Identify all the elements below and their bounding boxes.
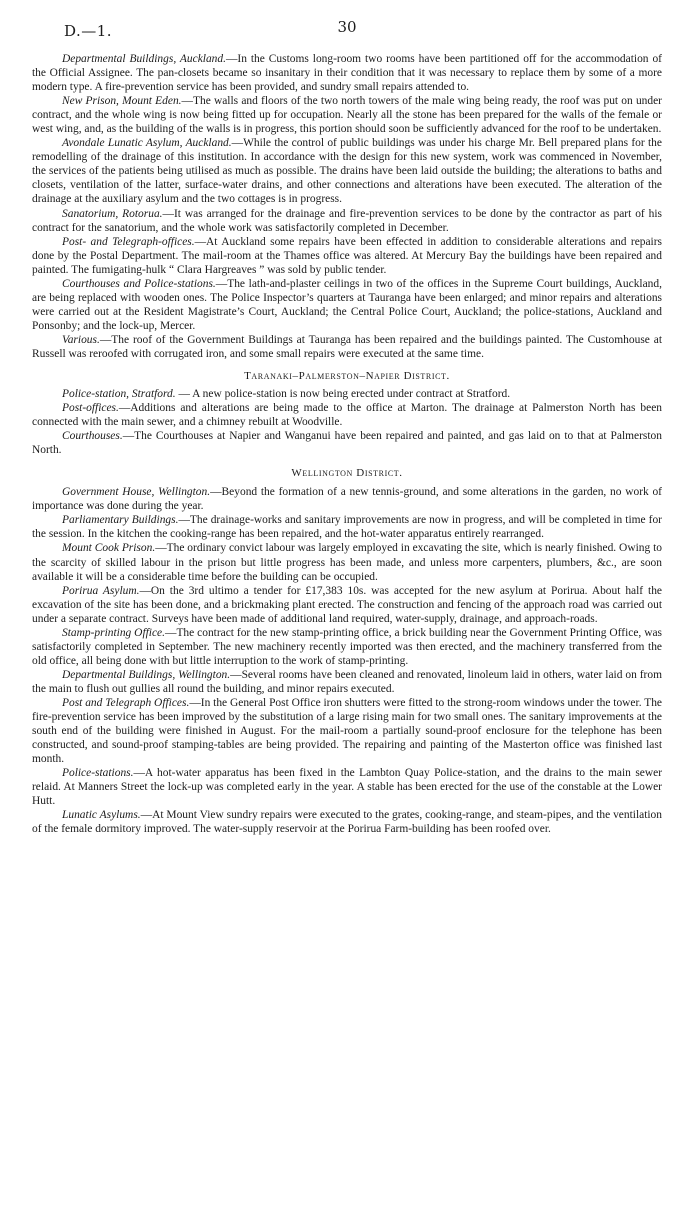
paragraph-subject: Porirua Asylum. xyxy=(62,584,140,597)
paragraph-text: — A new police-station is now being erected under contract at Stratford. xyxy=(175,388,511,401)
paragraph-subject: Courthouses and Police-stations. xyxy=(62,277,216,290)
paragraph-text: —The drainage-works and sanitary improvements are now in progress, and will be completed in time for the session. In the kitchen the cooking-range has been repaired, and the hot-water apparatus entirely rearranged. xyxy=(32,514,662,541)
paragraph-text: —At Mount View sundry repairs were executed to the grates, cooking-range, and steam-pipes, and the ventilation of the female dormitory improved. The water-supply reservoir at the Porirua Farm-building has been roofed over. xyxy=(32,809,662,836)
paragraph xyxy=(32,207,662,235)
paragraph-text: —In the General Post Office iron shutters were fitted to the strong-room windows under the tower. The fire-prevention service has been improved by the substitution of a large rising main for two small ones. The sanitary improvements at the south end of the building were finished in August. For the mail-room a partially sound-proof enclosure for the telephone has been constructed, and sound-proof stamping-tables are being provided. The repairing and painting of the Masterton office was finished last month. xyxy=(32,696,662,766)
paragraph xyxy=(32,485,662,513)
paragraph-subject: Avondale Lunatic Asylum, Auckland. xyxy=(62,137,232,150)
paragraph-text: —A hot-water apparatus has been fixed in the Lambton Quay Police-station, and the drains to the main sewer relaid. At Manners Street the lock-up was completed early in the year. A stable has been erected for the use of the constable at the Lower Hutt. xyxy=(32,767,662,808)
paragraph xyxy=(32,277,662,333)
paragraph-text: —In the Customs long-room two rooms have been partitioned off for the accommodation of the Official Assignee. The pan-closets became so insanitary in their condition that it was necessary to replace them by some of a more modern type. A fire-prevention service has been provided, and sundry small repairs attended to. xyxy=(32,53,662,94)
paragraph-text: —On the 3rd ultimo a tender for £17,383 10s. was accepted for the new asylum at Porirua. About half the excavation of the site has been done, and a brickmaking plant erected. The construction and fencing of the approach road was carried out under a separate contract. Surveys have been made of additional land required, water-supply, drainage, and approach-roads. xyxy=(32,584,662,625)
paragraph-subject: Parliamentary Buildings. xyxy=(62,514,179,527)
paragraph xyxy=(32,94,662,136)
paragraph-text: —Beyond the formation of a new tennis-ground, and some alterations in the garden, no work of importance was done during the year. xyxy=(32,486,662,513)
page-header xyxy=(32,0,662,52)
section-heading: Taranaki–Palmerston–Napier District. xyxy=(244,370,450,383)
paragraph-text: —The roof of the Government Buildings at Tauranga has been repaired and the buildings painted. The Customhouse at Russell was reroofed with corrugated iron, and some small repairs were executed at the same time. xyxy=(32,333,662,360)
paragraph xyxy=(32,235,662,277)
taranaki-section xyxy=(32,369,662,457)
paragraph xyxy=(32,333,662,361)
paragraph-subject: Post-offices. xyxy=(62,402,119,415)
paragraph-subject: Courthouses. xyxy=(62,430,123,443)
paragraph-text: —Several rooms have been cleaned and renovated, linoleum laid in others, water laid on from the main to flush out gullies all round the building, and minor repairs executed. xyxy=(32,668,662,695)
paragraph-text: —The ordinary convict labour was largely employed in excavating the site, which is nearly finished. Owing to the scarcity of skilled labour in the prison but little progress has been made, and unless more carpenters, plumbers, &c., are soon available it will be a considerable time before the building can be occupied. xyxy=(32,542,662,583)
paragraph-text: —The Courthouses at Napier and Wanganui have been repaired and painted, and gas laid on to that at Palmerston North. xyxy=(32,430,662,457)
paragraph-subject: New Prison, Mount Eden. xyxy=(62,95,182,108)
paragraph xyxy=(32,401,662,429)
paragraph xyxy=(32,541,662,583)
document-body xyxy=(32,52,662,836)
auckland-section xyxy=(32,52,662,361)
wellington-section xyxy=(32,466,662,836)
paragraph-subject: Mount Cook Prison. xyxy=(62,542,156,555)
paragraph-subject: Police-station, Stratford. xyxy=(62,388,176,401)
paragraph-subject: Police-stations. xyxy=(62,767,134,780)
paragraph-text: —The walls and floors of the two north towers of the male wing being ready, the roof was put on under contract, and the whole wing is now being fitted up for occupation. Nearly all the stone has been prepared for the walls of the female or west wing, and, as the building of the walls is in progress, this portion should soon be sufficiently advanced for the roof to be undertaken. xyxy=(32,95,662,136)
paragraph-text: —Additions and alterations are being made to the office at Marton. The drainage at Palmerston North has been connected with the main sewer, and a chimney rebuilt at Woodville. xyxy=(32,402,662,429)
paragraph-subject: Post- and Telegraph-offices. xyxy=(62,235,195,248)
paragraph xyxy=(32,584,662,626)
paragraph xyxy=(32,429,662,457)
paragraph xyxy=(32,808,662,836)
paragraph xyxy=(32,513,662,541)
paragraph-text: —The contract for the new stamp-printing office, a brick building near the Government Printing Office, was satisfactorily completed in September. The new machinery recently imported was then erected, and the machinery transferred from the old office, all being done with but little interruption to the work of stamp-printing. xyxy=(32,626,662,667)
paragraph-subject: Departmental Buildings, Auckland. xyxy=(62,53,226,65)
paragraph xyxy=(32,52,662,94)
paragraph-text: —While the control of public buildings was under his charge Mr. Bell prepared plans for the remodelling of the drainage of this institution. In accordance with the design for this new system, work was commenced in November, the services of the patients being utilised as much as possible. The drains have been laid outside the building; the alterations to baths and closets, ventilation of the latter, surface-water drains, and other connections and alterations have been executed. The alteration of the drainage at the auxiliary asylum and the two cottages is in progress. xyxy=(32,137,662,206)
paragraph-text: —It was arranged for the drainage and fire-prevention services to be done by the contractor as part of his contract for the sanatorium, and the whole work was satisfactorily completed in December. xyxy=(32,207,663,234)
section-heading: Wellington District. xyxy=(291,467,403,480)
paragraph-subject: Departmental Buildings, Wellington. xyxy=(62,668,231,681)
paragraph-text: —At Auckland some repairs have been effected in addition to considerable alterations and repairs done by the Postal Department. The mail-room at the Thames office was altered. At Mercury Bay the buildings have been repaired and painted. The fumigating-hulk “ Clara Hargreaves ” was sold by public tender. xyxy=(32,235,662,276)
paragraph-subject: Post and Telegraph Offices. xyxy=(62,696,190,709)
paragraph-subject: Government House, Wellington. xyxy=(62,486,211,499)
paragraph xyxy=(32,696,662,766)
paragraph-subject: Lunatic Asylums. xyxy=(62,809,141,822)
paragraph xyxy=(32,766,662,808)
paragraph-text: —The lath-and-plaster ceilings in two of the offices in the Supreme Court buildings, Auckland, are being replaced with wooden ones. The Police Inspector’s quarters at Tauranga have been enlarged; and minor repairs and alterations were carried out at the Resident Magistrate’s Court, Auckland; the Central Police Court, Auckland; the police-stations, Auckland and Ponsonby; and the lock-up, Mercer. xyxy=(32,277,662,332)
paragraph-subject: Stamp-printing Office. xyxy=(62,626,165,639)
paragraph-subject: Various. xyxy=(62,333,100,346)
paragraph xyxy=(32,668,662,696)
paragraph xyxy=(32,387,662,401)
paragraph-subject: Sanatorium, Rotorua. xyxy=(62,207,163,220)
paragraph xyxy=(32,626,662,668)
document-reference: D.—1. xyxy=(64,22,113,40)
page-number: 30 xyxy=(337,18,357,36)
paragraph xyxy=(32,136,662,206)
